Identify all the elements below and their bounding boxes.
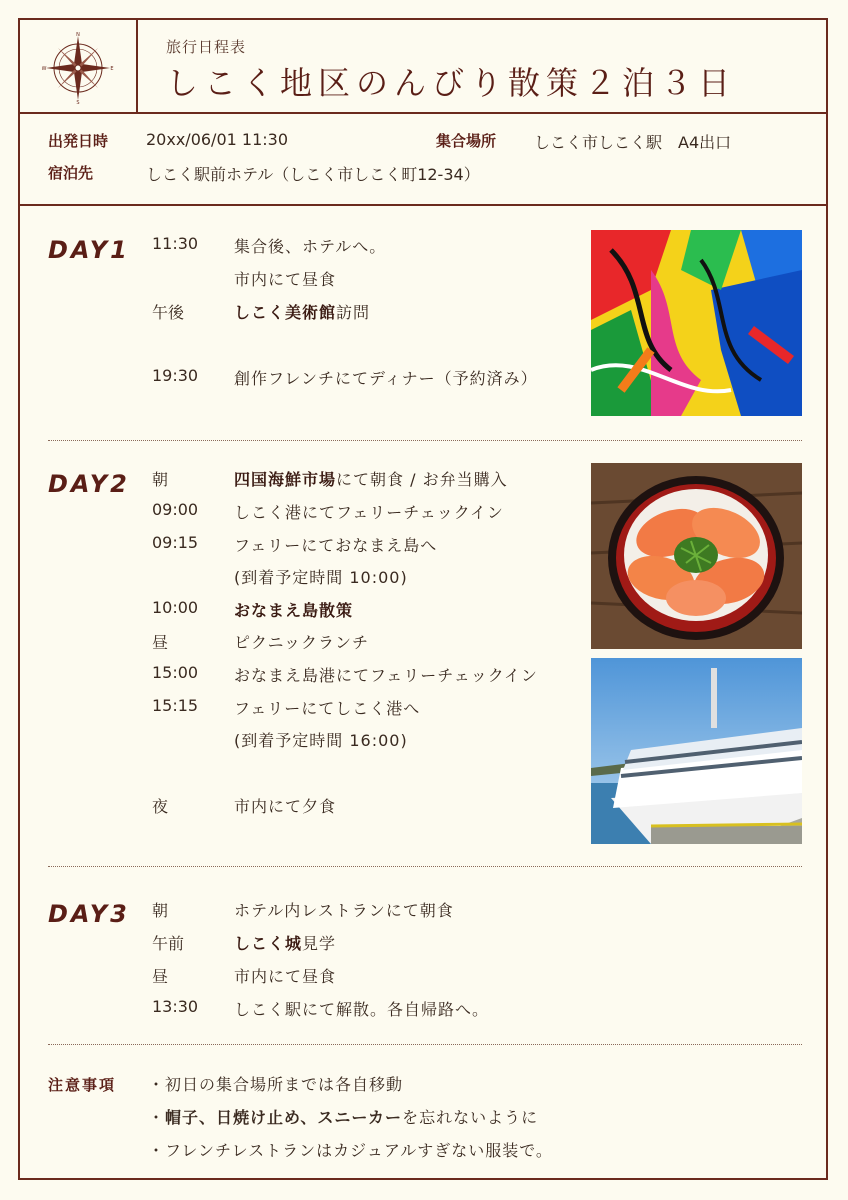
- document-subtitle: 旅行日程表: [166, 38, 247, 56]
- day2-label: DAY2: [48, 470, 130, 498]
- schedule-activity: おなまえ島散策: [234, 601, 354, 620]
- schedule-time: 15:15: [152, 696, 199, 715]
- note-item: ・初日の集合場所までは各自移動: [148, 1075, 404, 1094]
- notes-label: 注意事項: [48, 1076, 117, 1094]
- schedule-time: 09:00: [152, 500, 199, 519]
- compass-letter-e: E: [110, 66, 114, 72]
- schedule-time: 13:30: [152, 997, 199, 1016]
- note-item: ・フレンチレストランはカジュアルすぎない服装で。: [148, 1141, 553, 1160]
- schedule-activity: 市内にて夕食: [234, 797, 337, 816]
- day3-label: DAY3: [48, 900, 130, 928]
- schedule-time: 朝: [152, 470, 169, 489]
- schedule-time: 午後: [152, 303, 185, 322]
- ferry-photo: [591, 658, 802, 844]
- schedule-activity: しこく城見学: [234, 934, 337, 953]
- compass-letter-s: S: [76, 100, 80, 104]
- itinerary-frame: [18, 18, 828, 1180]
- schedule-activity: ピクニックランチ: [234, 633, 370, 652]
- schedule-activity: フェリーにてしこく港へ: [234, 699, 421, 718]
- schedule-activity: ホテル内レストランにて朝食: [234, 901, 454, 920]
- schedule-time: 夜: [152, 797, 169, 816]
- document-title: しこく地区のんびり散策２泊３日: [166, 64, 737, 102]
- departure-value: 20xx/06/01 11:30: [146, 130, 288, 149]
- schedule-activity: しこく港にてフェリーチェックイン: [234, 503, 504, 522]
- schedule-time: 午前: [152, 934, 185, 953]
- schedule-activity: (到着予定時間 10:00): [234, 568, 408, 587]
- schedule-activity: しこく駅にて解散。各自帰路へ。: [234, 1000, 490, 1019]
- meeting-value: しこく市しこく駅 A4出口: [534, 133, 732, 152]
- meeting-label: 集合場所: [436, 132, 497, 150]
- schedule-activity: 市内にて昼食: [234, 967, 337, 986]
- schedule-activity: しこく美術館訪問: [234, 303, 371, 322]
- schedule-time: 10:00: [152, 598, 199, 617]
- note-item: ・帽子、日焼け止め、スニーカーを忘れないように: [148, 1108, 539, 1127]
- schedule-activity: 四国海鮮市場にて朝食 / お弁当購入: [234, 470, 508, 489]
- salmon-bowl-photo: [591, 463, 802, 649]
- schedule-time: 09:15: [152, 533, 199, 552]
- schedule-time: 昼: [152, 967, 169, 986]
- divider: [48, 440, 802, 441]
- compass-letter-w: W: [42, 66, 47, 72]
- day1-label: DAY1: [48, 236, 130, 264]
- schedule-activity: 市内にて昼食: [234, 270, 337, 289]
- schedule-time: 昼: [152, 633, 169, 652]
- schedule-time: 15:00: [152, 663, 199, 682]
- departure-label: 出発日時: [48, 132, 109, 150]
- schedule-activity: 集合後、ホテルへ。: [234, 237, 387, 256]
- logo-box: [20, 20, 138, 112]
- divider: [48, 866, 802, 867]
- museum-art-photo: [591, 230, 802, 416]
- schedule-activity: おなまえ島港にてフェリーチェックイン: [234, 666, 538, 685]
- compass-icon: [42, 32, 114, 104]
- schedule-time: 朝: [152, 901, 169, 920]
- lodging-value: しこく駅前ホテル（しこく市しこく町12-34）: [146, 165, 480, 184]
- schedule-activity: (到着予定時間 16:00): [234, 731, 408, 750]
- compass-letter-n: N: [76, 32, 80, 38]
- schedule-time: 19:30: [152, 366, 199, 385]
- schedule-activity: 創作フレンチにてディナー（予約済み）: [234, 369, 538, 388]
- schedule-time: 11:30: [152, 234, 199, 253]
- trip-info: [20, 112, 826, 206]
- header: [20, 20, 826, 114]
- schedule-activity: フェリーにておなまえ島へ: [234, 536, 438, 555]
- lodging-label: 宿泊先: [48, 164, 94, 182]
- divider: [48, 1044, 802, 1045]
